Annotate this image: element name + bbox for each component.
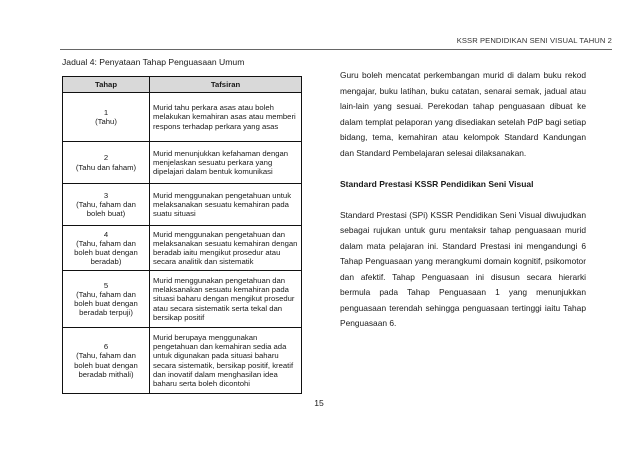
paragraph-standard-prestasi: Standard Prestasi (SPi) KSSR Pendidikan Seni Visual diwujudkan sebagai rujukan untuk guru mentaksir tahap penguasaan murid dalam mata pelajaran ini. Standard Prestasi ini mengandungi 6 Tahap Penguasaan yang merangkumi domain kognitif, psikomotor dan afektif. Tahap Penguasaan ini disusun secara hierarki bermula pada Tahap Penguasaan 1 yang menunjukkan penguasaan terendah sehingga penguasaan tertinggi iaitu Tahap Penguasaan 6. xyxy=(340,209,586,328)
level-number: 2 xyxy=(103,153,109,163)
table-row xyxy=(63,328,302,394)
level-description: (Tahu) xyxy=(95,117,117,126)
tahap-cell xyxy=(63,142,150,184)
tahap-cell xyxy=(63,93,150,142)
paragraph-recording: Guru boleh mencatat perkembangan murid di dalam buku rekod mengajar, buku latihan, buku catatan, senarai semak, jadual atau lain-lain yang sesuai. Perekodan tahap penguasaan dibuat ke dalam templat pelaporan yang disediakan setelah PdP bagi setiap bidang, tema, kemahiran atau kelompok Standard Kandungan dan Standard Pembelajaran selesai dilaksanakan. xyxy=(340,70,586,158)
tahap-cell xyxy=(63,226,150,271)
tafsiran-cell: Murid menunjukkan kefahaman dengan menjelaskan sesuatu perkara yang dipelajari dalam bentuk komunikasi xyxy=(150,142,302,184)
column-header-tafsiran: Tafsiran xyxy=(150,77,302,93)
level-description: (Tahu, faham dan boleh buat dengan beradab terpuji) xyxy=(74,289,138,318)
table-row xyxy=(63,93,302,142)
tahap-cell xyxy=(63,328,150,394)
table-header-row xyxy=(63,77,302,93)
table-section xyxy=(62,57,302,394)
level-description: (Tahu, faham dan boleh buat dengan beradab mithali) xyxy=(74,351,138,379)
column-header-tahap: Tahap xyxy=(63,77,150,93)
page-number: 15 xyxy=(314,398,324,408)
level-description: (Tahu, faham dan boleh buat dengan beradab) xyxy=(74,238,138,267)
table-row xyxy=(63,184,302,226)
table-row xyxy=(63,142,302,184)
level-description: (Tahu, faham dan boleh buat) xyxy=(76,199,136,219)
level-number: 1 xyxy=(103,107,109,117)
table-row xyxy=(63,271,302,328)
body-text-column xyxy=(340,68,586,348)
tahap-cell xyxy=(63,184,150,226)
level-number: 5 xyxy=(103,280,109,290)
level-number: 6 xyxy=(103,342,109,352)
tafsiran-cell: Murid menggunakan pengetahuan dan melaksanakan sesuatu kemahiran dengan beradab iaitu mengikut prosedur atau secara analitik dan sistematik xyxy=(150,226,302,271)
table-row xyxy=(63,226,302,271)
running-header: KSSR PENDIDIKAN SENI VISUAL TAHUN 2 xyxy=(456,36,612,45)
tahap-cell xyxy=(63,271,150,328)
header-divider xyxy=(60,49,612,50)
tafsiran-cell: Murid menggunakan pengetahuan dan melaksanakan sesuatu kemahiran pada situasi baharu dengan mengikut prosedur atau secara sistematik serta tekal dan bersikap positif xyxy=(150,271,302,328)
mastery-level-table xyxy=(62,76,302,394)
tafsiran-cell: Murid tahu perkara asas atau boleh melakukan kemahiran asas atau memberi respons terhadap perkara yang asas xyxy=(150,93,302,142)
tafsiran-cell: Murid menggunakan pengetahuan untuk melaksanakan sesuatu kemahiran pada suatu situasi xyxy=(150,184,302,226)
level-number: 3 xyxy=(103,190,109,200)
tafsiran-cell: Murid berupaya menggunakan pengetahuan dan kemahiran sedia ada untuk digunakan pada situasi baharu secara sistematik, bersikap positif, kreatif dan inovatif dalam menghasilan idea baharu serta boleh dicontohi xyxy=(150,328,302,394)
table-caption: Jadual 4: Penyataan Tahap Penguasaan Umum xyxy=(62,57,245,67)
level-number: 4 xyxy=(103,229,109,239)
level-description: (Tahu dan faham) xyxy=(75,162,137,172)
section-heading: Standard Prestasi KSSR Pendidikan Seni Visual xyxy=(340,179,534,189)
